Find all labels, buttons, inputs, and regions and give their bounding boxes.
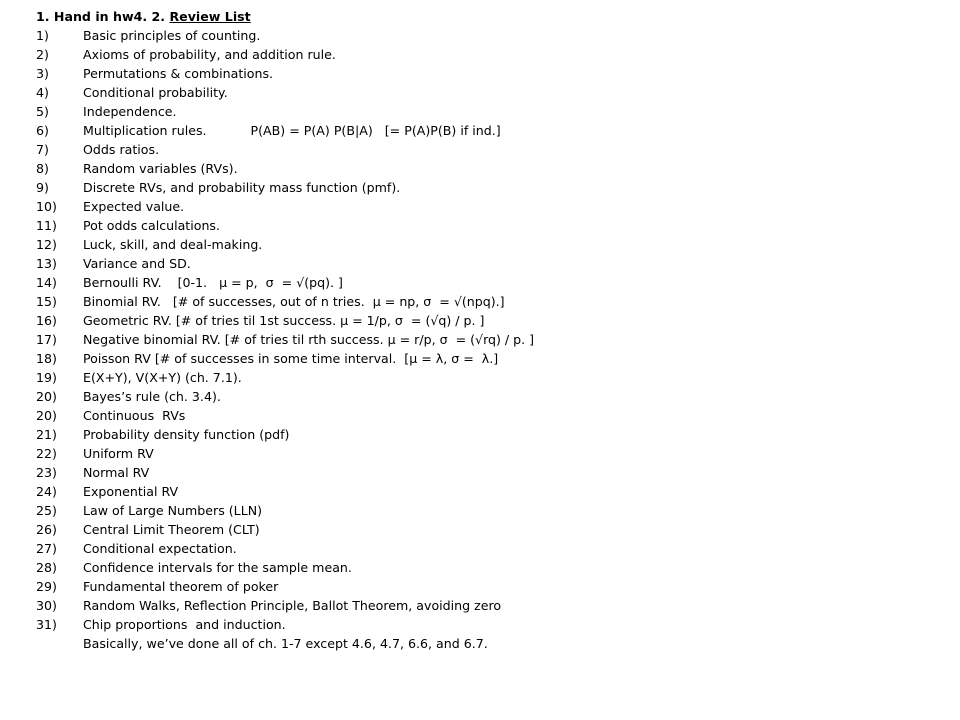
list-item (36, 596, 936, 615)
heading (36, 7, 936, 26)
item-text: Law of Large Numbers (LLN) (83, 503, 263, 518)
item-text: Luck, skill, and deal-making. (83, 237, 263, 252)
item-text: Basic principles of counting. (83, 28, 261, 43)
item-number: 25) (36, 503, 57, 518)
item-text: Bayes’s rule (ch. 3.4). (83, 389, 221, 404)
list-item (36, 406, 936, 425)
item-text: Negative binomial RV. [# of tries til rth success. μ = r/p, σ = (√rq) / p. ] (83, 332, 535, 347)
item-text: Exponential RV (83, 484, 179, 499)
list-item (36, 254, 936, 273)
list-item (36, 615, 936, 634)
list-item (36, 558, 936, 577)
review-list-title: Review List (169, 9, 251, 24)
list-item (36, 501, 936, 520)
item-number: 3) (36, 66, 49, 81)
item-number: 16) (36, 313, 57, 328)
item-text: Normal RV (83, 465, 150, 480)
item-text: Discrete RVs, and probability mass function (pmf). (83, 180, 401, 195)
item-text: Continuous RVs (83, 408, 186, 423)
item-number: 13) (36, 256, 57, 271)
item-number: 20) (36, 408, 57, 423)
item-number: 12) (36, 237, 57, 252)
item-text: Permutations & combinations. (83, 66, 274, 81)
list-item (36, 349, 936, 368)
list-item (36, 140, 936, 159)
list-item (36, 330, 936, 349)
item-text: Confidence intervals for the sample mean. (83, 560, 352, 575)
list-item (36, 121, 936, 140)
item-number: 14) (36, 275, 57, 290)
item-text: E(X+Y), V(X+Y) (ch. 7.1). (83, 370, 242, 385)
item-text: Expected value. (83, 199, 185, 214)
item-number: 31) (36, 617, 57, 632)
review-document (36, 7, 936, 653)
item-text: Random Walks, Reflection Principle, Ballot Theorem, avoiding zero (83, 598, 502, 613)
item-number: 17) (36, 332, 57, 347)
list-item (36, 83, 936, 102)
list-item (36, 444, 936, 463)
list-item (36, 482, 936, 501)
item-number: 6) (36, 123, 49, 138)
item-number: 27) (36, 541, 57, 556)
item-number: 23) (36, 465, 57, 480)
item-number: 2) (36, 47, 49, 62)
item-number: 10) (36, 199, 57, 214)
item-number: 9) (36, 180, 49, 195)
item-text: Variance and SD. (83, 256, 191, 271)
item-text: Probability density function (pdf) (83, 427, 290, 442)
item-text: Bernoulli RV. [0-1. μ = p, σ = √(pq). ] (83, 275, 343, 290)
item-text: Geometric RV. [# of tries til 1st success. μ = 1/p, σ = (√q) / p. ] (83, 313, 485, 328)
item-text: Conditional expectation. (83, 541, 237, 556)
list-item (36, 463, 936, 482)
list-item (36, 539, 936, 558)
item-number: 4) (36, 85, 49, 100)
item-number: 11) (36, 218, 57, 233)
item-number: 21) (36, 427, 57, 442)
item-text: Multiplication rules. P(AB) = P(A) P(B|A) [= P(A)P(B) if ind.] (83, 123, 501, 138)
list-item (36, 577, 936, 596)
item-text: Odds ratios. (83, 142, 160, 157)
item-number: 22) (36, 446, 57, 461)
item-number: 5) (36, 104, 49, 119)
item-text: Fundamental theorem of poker (83, 579, 279, 594)
item-text: Binomial RV. [# of successes, out of n tries. μ = np, σ = √(npq).] (83, 294, 505, 309)
list-item (36, 311, 936, 330)
item-number: 29) (36, 579, 57, 594)
item-number: 18) (36, 351, 57, 366)
item-text: Central Limit Theorem (CLT) (83, 522, 260, 537)
item-number: 26) (36, 522, 57, 537)
item-number: 15) (36, 294, 57, 309)
list-item (36, 235, 936, 254)
list-item (36, 273, 936, 292)
item-number: 8) (36, 161, 49, 176)
item-text: Independence. (83, 104, 177, 119)
list-item (36, 425, 936, 444)
heading-prefix: 1. Hand in hw4. 2. (36, 9, 170, 24)
list-item (36, 197, 936, 216)
item-text: Uniform RV (83, 446, 154, 461)
list-item (36, 45, 936, 64)
list-item (36, 64, 936, 83)
review-list (36, 26, 936, 634)
item-number: 30) (36, 598, 57, 613)
list-item (36, 520, 936, 539)
item-number: 7) (36, 142, 49, 157)
list-item (36, 387, 936, 406)
item-text: Conditional probability. (83, 85, 228, 100)
item-number: 28) (36, 560, 57, 575)
list-item (36, 368, 936, 387)
footer-note: Basically, we’ve done all of ch. 1-7 except 4.6, 4.7, 6.6, and 6.7. (83, 636, 488, 651)
list-item (36, 159, 936, 178)
list-item (36, 292, 936, 311)
list-item (36, 216, 936, 235)
list-item (36, 26, 936, 45)
item-number: 20) (36, 389, 57, 404)
item-text: Chip proportions and induction. (83, 617, 286, 632)
item-number: 1) (36, 28, 49, 43)
list-item (36, 102, 936, 121)
item-number: 24) (36, 484, 57, 499)
item-text: Random variables (RVs). (83, 161, 238, 176)
list-item (36, 178, 936, 197)
item-text: Pot odds calculations. (83, 218, 220, 233)
item-text: Axioms of probability, and addition rule. (83, 47, 336, 62)
item-number: 19) (36, 370, 57, 385)
item-text: Poisson RV [# of successes in some time interval. [μ = λ, σ = λ.] (83, 351, 499, 366)
